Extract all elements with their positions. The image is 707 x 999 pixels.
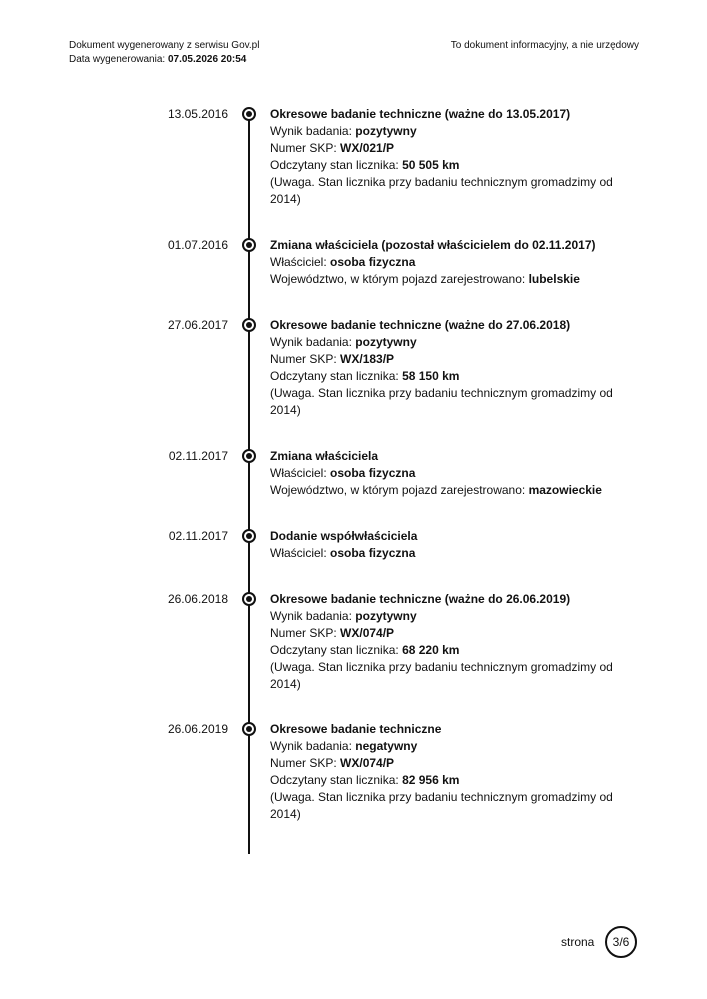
event-title: Okresowe badanie techniczne: [270, 722, 442, 736]
generation-date-value: 07.05.2026 20:54: [167, 54, 247, 65]
page-number-badge: 3/6: [605, 926, 637, 958]
row-value: lubelskie: [528, 272, 580, 286]
event-body: [270, 448, 630, 499]
row-label: Wynik badania:: [270, 335, 356, 349]
event-date: 27.06.2017: [167, 318, 228, 332]
event-title: Okresowe badanie techniczne (ważne do 26.06.2019): [270, 592, 571, 606]
event-row: [270, 465, 630, 482]
event-row: [270, 271, 630, 288]
event-row: [270, 254, 630, 271]
row-label: Odczytany stan licznika:: [270, 643, 403, 657]
event-note: (Uwaga. Stan licznika przy badaniu technicznym gromadzimy od 2014): [270, 175, 613, 206]
generated-source-text: Dokument wygenerowany z serwisu Gov.pl: [69, 40, 260, 51]
event-row: [270, 545, 630, 562]
row-value: WX/074/P: [340, 626, 395, 640]
row-label: Numer SKP:: [270, 141, 341, 155]
row-label: Województwo, w którym pojazd zarejestrowano:: [270, 483, 529, 497]
timeline-dot-icon: [242, 529, 256, 543]
event-date: 26.06.2018: [167, 592, 228, 606]
row-label: Odczytany stan licznika:: [270, 773, 403, 787]
row-value: osoba fizyczna: [330, 255, 416, 269]
event-title: Zmiana właściciela (pozostał właścicielem do 02.11.2017): [270, 238, 596, 252]
event-row: [270, 123, 630, 140]
row-label: Wynik badania:: [270, 609, 356, 623]
row-value: negatywny: [355, 739, 418, 753]
event-date: 02.11.2017: [168, 529, 228, 543]
row-value: WX/021/P: [340, 141, 395, 155]
event-row: [270, 772, 630, 789]
row-label: Właściciel:: [270, 466, 331, 480]
event-row: [270, 157, 630, 174]
event-row: [270, 482, 630, 499]
row-value: osoba fizyczna: [330, 546, 416, 560]
timeline-dot-icon: [242, 107, 256, 121]
event-body: [270, 528, 630, 562]
row-value: 68 220 km: [402, 643, 460, 657]
event-date: 26.06.2019: [167, 722, 228, 736]
timeline-line: [248, 112, 250, 854]
row-label: Odczytany stan licznika:: [270, 369, 403, 383]
row-label: Województwo, w którym pojazd zarejestrowano:: [270, 272, 529, 286]
event-date: 13.05.2016: [167, 107, 228, 121]
event-row: [270, 625, 630, 642]
row-label: Numer SKP:: [270, 626, 341, 640]
event-date: 02.11.2017: [168, 449, 228, 463]
event-title: Dodanie współwłaściciela: [270, 529, 418, 543]
event-note: (Uwaga. Stan licznika przy badaniu technicznym gromadzimy od 2014): [270, 386, 613, 417]
timeline-dot-icon: [242, 318, 256, 332]
timeline-dot-icon: [242, 238, 256, 252]
event-row: [270, 334, 630, 351]
row-label: Wynik badania:: [270, 739, 356, 753]
event-note: (Uwaga. Stan licznika przy badaniu technicznym gromadzimy od 2014): [270, 660, 613, 691]
event-note: (Uwaga. Stan licznika przy badaniu technicznym gromadzimy od 2014): [270, 790, 613, 821]
event-title: Zmiana właściciela: [270, 449, 379, 463]
row-label: Numer SKP:: [270, 352, 341, 366]
event-body: [270, 237, 630, 288]
timeline-dot-icon: [242, 449, 256, 463]
generation-date-label: Data wygenerowania:: [69, 54, 168, 65]
event-body: [270, 591, 630, 693]
document-header-right: To dokument informacyjny, a nie urzędowy: [450, 40, 639, 51]
row-label: Właściciel:: [270, 255, 331, 269]
row-value: WX/074/P: [340, 756, 395, 770]
event-row: [270, 368, 630, 385]
timeline-dot-icon: [242, 592, 256, 606]
event-row: [270, 608, 630, 625]
document-header-left: [69, 39, 259, 67]
row-value: mazowieckie: [528, 483, 602, 497]
event-row: [270, 642, 630, 659]
generation-date-line: [69, 53, 259, 67]
event-body: [270, 721, 630, 823]
row-value: WX/183/P: [340, 352, 395, 366]
event-title: Okresowe badanie techniczne (ważne do 27.06.2018): [270, 318, 571, 332]
row-value: 58 150 km: [402, 369, 460, 383]
event-row: [270, 738, 630, 755]
row-value: osoba fizyczna: [330, 466, 416, 480]
row-value: 82 956 km: [402, 773, 460, 787]
timeline-dot-icon: [242, 722, 256, 736]
page-label: strona: [561, 935, 595, 949]
row-value: pozytywny: [355, 335, 417, 349]
event-row: [270, 351, 630, 368]
event-body: [270, 106, 630, 208]
row-value: 50 505 km: [402, 158, 460, 172]
event-row: [270, 140, 630, 157]
event-date: 01.07.2016: [167, 238, 228, 252]
row-label: Właściciel:: [270, 546, 331, 560]
event-title: Okresowe badanie techniczne (ważne do 13.05.2017): [270, 107, 571, 121]
row-value: pozytywny: [355, 124, 417, 138]
row-label: Wynik badania:: [270, 124, 356, 138]
row-label: Odczytany stan licznika:: [270, 158, 403, 172]
event-body: [270, 317, 630, 419]
event-row: [270, 755, 630, 772]
row-label: Numer SKP:: [270, 756, 341, 770]
row-value: pozytywny: [355, 609, 417, 623]
